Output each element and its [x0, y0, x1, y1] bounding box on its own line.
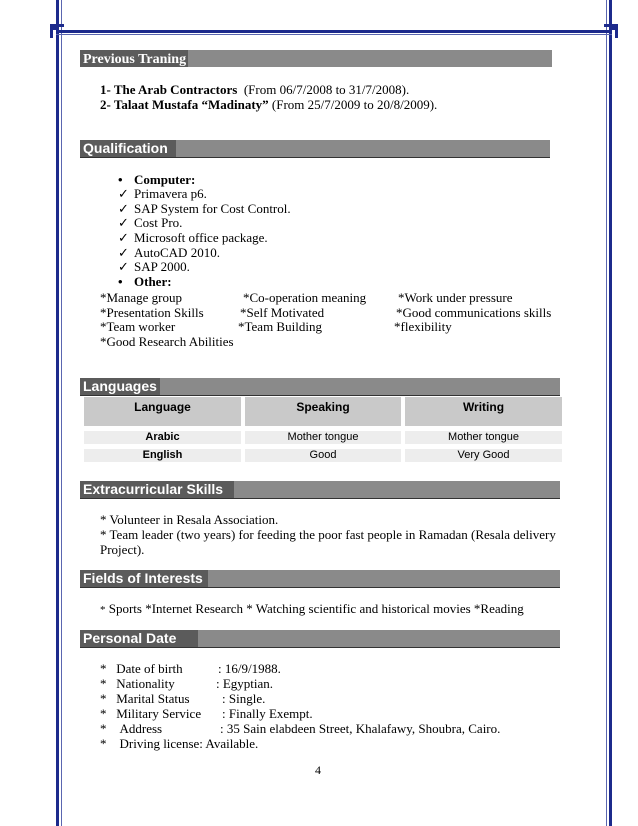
- section-title: Qualification: [83, 140, 168, 156]
- interests-text: Sports *Internet Research * Watching scientific and historical movies *Reading: [108, 601, 524, 616]
- bullet-icon: •: [118, 172, 123, 187]
- skill-item: *flexibility: [394, 319, 452, 334]
- skill-item: *Good communications skills: [396, 305, 552, 320]
- check-icon: ✓: [118, 186, 129, 201]
- personal-row: * Nationality: [100, 676, 175, 691]
- skill-item: *Co-operation meaning: [243, 290, 367, 305]
- personal-value: : Finally Exempt.: [222, 706, 313, 721]
- personal-value: : Egyptian.: [216, 676, 274, 691]
- list-item: [118, 259, 190, 274]
- extracurricular-line: * Team leader (two years) for feeding the poor fast people in Ramadan (Resala delivery: [100, 527, 556, 542]
- list-item: [118, 186, 207, 201]
- interests-line: [100, 601, 524, 618]
- personal-value: [218, 661, 281, 676]
- list-item-label: Microsoft office package.: [134, 230, 268, 245]
- star-marker: *: [100, 604, 106, 616]
- personal-row: * Driving license: Available.: [100, 736, 259, 751]
- section-header-interests: [80, 570, 560, 588]
- skill-item: *Team worker: [100, 319, 176, 334]
- list-item-label: Cost Pro.: [134, 215, 183, 230]
- personal-label: Address: [119, 721, 163, 736]
- section-title: Fields of Interests: [83, 570, 203, 586]
- other-label: Other:: [134, 274, 172, 289]
- page-frame-left: [56, 0, 59, 826]
- list-item-label: SAP 2000.: [134, 259, 190, 274]
- table-cell: English: [84, 449, 241, 462]
- section-title: Personal Date: [83, 630, 177, 646]
- section-title: Extracurricular Skills: [83, 481, 224, 497]
- personal-label: Driving license: Available.: [119, 736, 259, 751]
- list-item: [118, 245, 220, 260]
- list-item-label: Primavera p6.: [134, 186, 207, 201]
- computer-label: Computer:: [134, 172, 196, 187]
- table-cell: Mother tongue: [405, 431, 562, 444]
- skill-item: *Team Building: [238, 319, 322, 334]
- training-item: [100, 82, 409, 97]
- check-icon: ✓: [118, 201, 129, 216]
- list-item-label: SAP System for Cost Control.: [134, 201, 291, 216]
- page-frame-right: [609, 0, 612, 826]
- extracurricular-line: * Volunteer in Resala Association.: [100, 512, 279, 527]
- section-header-personal: [80, 630, 560, 648]
- personal-row: * Military Service: [100, 706, 202, 721]
- training-period: (From 25/7/2009 to 20/8/2009).: [271, 97, 438, 112]
- table-cell: Good: [245, 449, 401, 462]
- list-item: [118, 230, 268, 245]
- skill-item: *Work under pressure: [398, 290, 513, 305]
- personal-value: : 35 Sain elabdeen Street, Khalafawy, Shoubra, Cairo.: [220, 721, 501, 736]
- skill-item: *Presentation Skills: [100, 305, 204, 320]
- check-icon: ✓: [118, 245, 129, 260]
- personal-label: Nationality: [116, 676, 175, 691]
- page-frame-left-inner: [61, 0, 62, 826]
- section-title: Languages: [83, 378, 157, 394]
- bullet-icon: •: [118, 274, 123, 289]
- other-label-item: [118, 274, 172, 289]
- table-header-writing: Writing: [405, 397, 562, 426]
- page-frame-top: [56, 30, 612, 33]
- table-cell: Mother tongue: [245, 431, 401, 444]
- skill-item: *Self Motivated: [240, 305, 325, 320]
- personal-value-text: : 16/9/1988.: [218, 661, 281, 676]
- table-header-speaking: Speaking: [245, 397, 401, 426]
- page-frame-right-inner: [606, 0, 607, 826]
- personal-value: : Single.: [222, 691, 266, 706]
- training-name: 2- Talaat Mustafa “Madinaty”: [100, 97, 269, 112]
- section-header-languages: [80, 378, 560, 396]
- personal-label: Date of birth: [116, 661, 183, 676]
- personal-label: Marital Status: [116, 691, 190, 706]
- list-item: [118, 215, 182, 230]
- personal-row: * Address: [100, 721, 163, 736]
- computer-label-item: [118, 172, 195, 187]
- extracurricular-line: Project).: [100, 542, 145, 557]
- check-icon: ✓: [118, 215, 129, 230]
- training-item: [100, 97, 437, 112]
- table-header-language: Language: [84, 397, 241, 426]
- check-icon: ✓: [118, 230, 129, 245]
- personal-label: Military Service: [116, 706, 202, 721]
- section-header-previous-training: [80, 50, 552, 67]
- check-icon: ✓: [118, 259, 129, 274]
- training-period: (From 06/7/2008 to 31/7/2008).: [243, 82, 410, 97]
- section-title: Previous Traning: [83, 52, 187, 67]
- section-header-extracurricular: [80, 481, 560, 499]
- page-frame-top-inner: [56, 34, 612, 35]
- section-header-qualification: [80, 140, 550, 158]
- table-cell: Arabic: [84, 431, 241, 444]
- personal-row: * Date of birth: [100, 661, 183, 676]
- skill-item: *Good Research Abilities: [100, 334, 234, 349]
- page-number: 4: [315, 763, 321, 777]
- list-item: [118, 201, 291, 216]
- training-name: 1- The Arab Contractors: [100, 82, 238, 97]
- frame-corner-square-right: [612, 24, 618, 30]
- frame-corner-square-left: [50, 24, 56, 30]
- skill-item: *Manage group: [100, 290, 182, 305]
- list-item-label: AutoCAD 2010.: [134, 245, 220, 260]
- table-cell: Very Good: [405, 449, 562, 462]
- personal-row: * Marital Status: [100, 691, 190, 706]
